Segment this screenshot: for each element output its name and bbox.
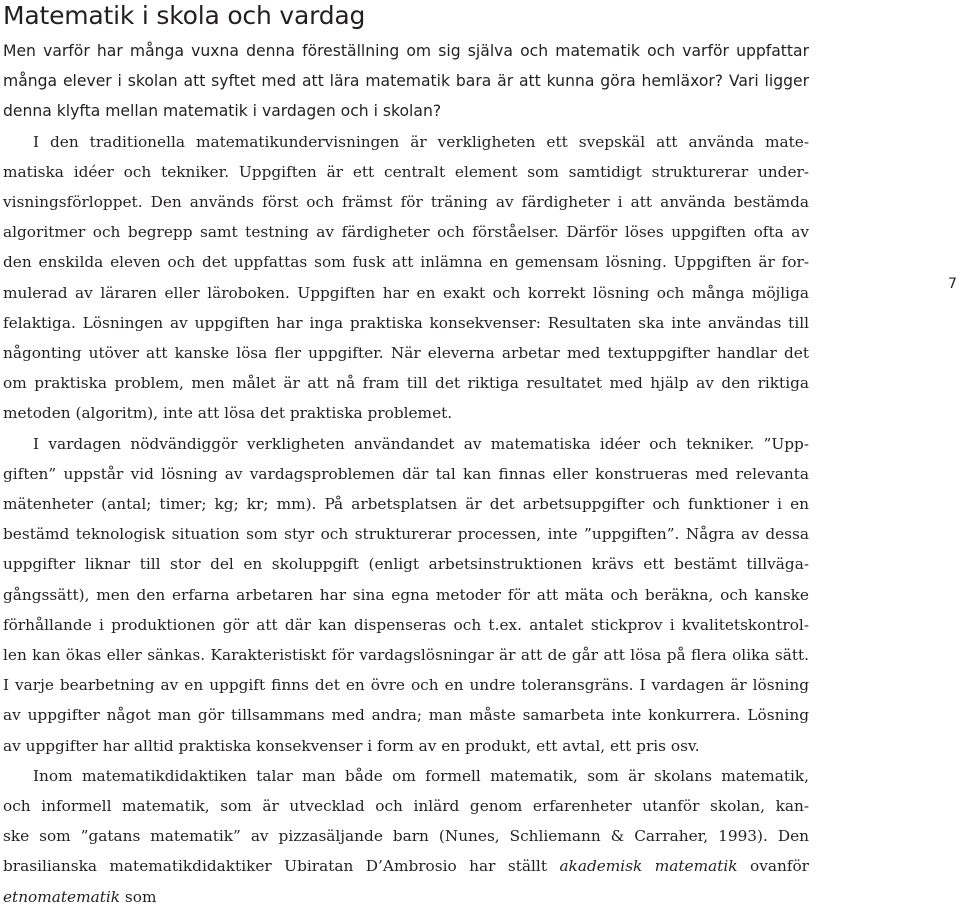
text-line: matiska idéer och tekniker. Uppgiften är ett centralt element som samtidigt strukturerar under- bbox=[3, 162, 809, 181]
body-text bbox=[3, 36, 809, 912]
text-fragment: som bbox=[120, 887, 157, 906]
text-line bbox=[3, 851, 809, 881]
text-line: och informell matematik, som är utvecklad och inlärd genom erfarenheter utanför skolan, kan- bbox=[3, 797, 809, 816]
text-line: Men varför har många vuxna denna föreställning om sig själva och matematik och varför uppfattar bbox=[3, 42, 809, 60]
text-line: om praktiska problem, men målet är att nå fram till det riktiga resultatet med hjälp av den riktiga bbox=[3, 374, 809, 393]
text-line: metoden (algoritm), inte att lösa det praktiska problemet. bbox=[3, 404, 453, 423]
text-line: den enskilda eleven och det uppfattas som fusk att inlämna en gemensam lösning. Uppgiften är for- bbox=[3, 253, 809, 272]
italic-term-academic-math: akademisk matematik bbox=[559, 857, 738, 876]
text-line: I vardagen nödvändiggör verkligheten användandet av matematiska idéer och tekniker. ”Upp- bbox=[33, 434, 809, 453]
text-fragment: ovanför bbox=[737, 857, 809, 876]
paragraph-everyday-math bbox=[3, 429, 809, 761]
text-line: algoritmer och begrepp samt testning av färdigheter och förståelser. Därför löses uppgiften ofta av bbox=[3, 223, 809, 242]
text-line bbox=[3, 882, 809, 912]
italic-term-ethnomath: etnomatematik bbox=[3, 887, 121, 906]
text-line: len kan ökas eller sänkas. Karakteristiskt för vardagslösningar är att de går att lösa på flera olika sätt. bbox=[3, 646, 809, 665]
text-line: ske som ”gatans matematik” av pizzasäljande barn (Nunes, Schliemann & Carraher, 1993). Den bbox=[3, 827, 809, 846]
text-line: visningsförloppet. Den används först och främst för träning av färdigheter i att använda bestämda bbox=[3, 193, 809, 212]
page-title: Matematik i skola och vardag bbox=[3, 1, 366, 30]
text-fragment: brasilianska matematikdidaktiker Ubiratan D’Ambrosio har ställt bbox=[3, 857, 560, 876]
text-line: många elever i skolan att syftet med att lära matematik bara är att kunna göra hemläxor? Vari ligger bbox=[3, 72, 809, 91]
intro-paragraph bbox=[3, 36, 809, 127]
text-line: uppgifter liknar till stor del en skoluppgift (enligt arbetsinstruktionen krävs ett bestämt tillväga- bbox=[3, 555, 809, 574]
paragraph-math-didactics bbox=[3, 761, 809, 912]
text-line: denna klyfta mellan matematik i vardagen och i skolan? bbox=[3, 102, 442, 121]
text-line: giften” uppstår vid lösning av vardagsproblemen där tal kan finnas eller konstrueras med relevanta bbox=[3, 464, 809, 483]
paragraph-traditional-teaching bbox=[3, 127, 809, 429]
text-line: av uppgifter har alltid praktiska konsekvenser i form av en produkt, ett avtal, ett pris osv. bbox=[3, 736, 700, 755]
text-line: någonting utöver att kanske lösa fler uppgifter. När eleverna arbetar med textuppgifter handlar det bbox=[3, 344, 809, 363]
text-line: förhållande i produktionen gör att där kan dispenseras och t.ex. antalet stickprov i kvalitetskontrol- bbox=[3, 615, 809, 634]
text-line: I varje bearbetning av en uppgift finns det en övre och en undre toleransgräns. I vardagen är lösning bbox=[3, 676, 809, 695]
text-line: I den traditionella matematikundervisningen är verkligheten ett svepskäl att använda mate- bbox=[33, 132, 809, 151]
text-line: av uppgifter något man gör tillsammans med andra; man måste samarbeta inte konkurrera. Lösning bbox=[3, 706, 809, 725]
text-line: mulerad av läraren eller läroboken. Uppgiften har en exakt och korrekt lösning och många möjliga bbox=[3, 283, 809, 302]
text-line: felaktiga. Lösningen av uppgiften har inga praktiska konsekvenser: Resultaten ska inte användas till bbox=[3, 313, 809, 332]
text-line: bestämd teknologisk situation som styr och strukturerar processen, inte ”uppgiften”. Några av dessa bbox=[3, 525, 809, 544]
page-number: 7 bbox=[948, 276, 957, 292]
text-line: mätenheter (antal; timer; kg; kr; mm). På arbetsplatsen är det arbetsuppgifter och funktioner i en bbox=[3, 495, 809, 514]
text-line: gångssätt), men den erfarna arbetaren har sina egna metoder för att mäta och beräkna, och kanske bbox=[3, 585, 809, 604]
text-line: Inom matematikdidaktiken talar man både om formell matematik, som är skolans matematik, bbox=[33, 766, 809, 785]
